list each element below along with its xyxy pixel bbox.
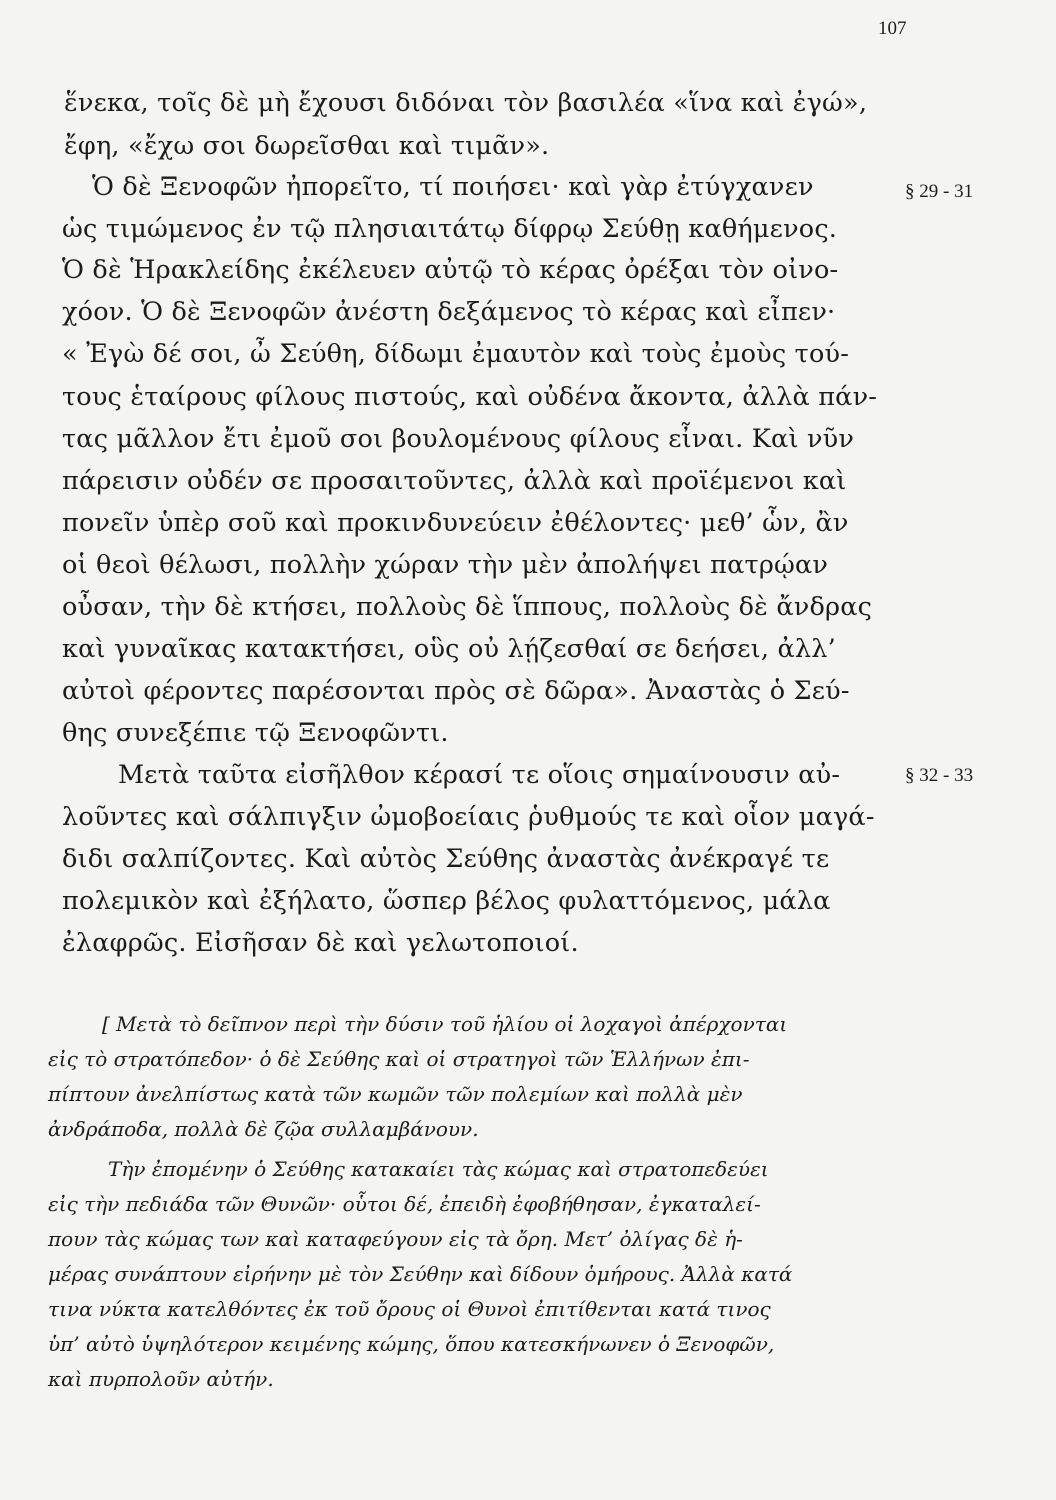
text-line: αὐτοὶ φέροντες παρέσονται πρὸς σὲ δῶρα». Ἀναστὰς ὁ Σεύ-	[62, 676, 850, 706]
text-line: ἐλαφρῶς. Εἰσῆσαν δὲ καὶ γελωτοποιοί.	[62, 928, 579, 958]
note-line: μέρας συνάπτουν εἰρήνην μὲ τὸν Σεύθην καὶ δίδουν ὁμήρους. Ἀλλὰ κατά	[48, 1262, 793, 1286]
text-line: ἔφη, «ἔχω σοι δωρεῖσθαι καὶ τιμᾶν».	[64, 131, 550, 161]
note-line: ἀνδράποδα, πολλὰ δὲ ζῷα συλλαμβάνουν.	[48, 1117, 479, 1141]
text-line: τας μᾶλλον ἔτι ἐμοῦ σοι βουλομένους φίλους εἶναι. Καὶ νῦν	[62, 424, 855, 454]
text-line: « Ἐγὼ δέ σοι, ὦ Σεύθη, δίδωμι ἐμαυτὸν καὶ τοὺς ἐμοὺς τού-	[62, 339, 850, 369]
text-line: χόον. Ὁ δὲ Ξενοφῶν ἀνέστη δεξάμενος τὸ κέρας καὶ εἶπεν·	[62, 297, 836, 327]
section-reference: § 29 - 31	[905, 181, 974, 202]
note-line: καὶ πυρπολοῦν αὐτήν.	[48, 1367, 274, 1391]
text-line: ὡς τιμώμενος ἐν τῷ πλησιαιτάτῳ δίφρῳ Σεύθῃ καθήμενος.	[62, 214, 838, 244]
note-line: [ Μετὰ τὸ δεῖπνον περὶ τὴν δύσιν τοῦ ἡλίου οἱ λοχαγοὶ ἀπέρχονται	[102, 1012, 788, 1036]
text-line: λοῦντες καὶ σάλπιγξιν ὠμοβοείαις ῥυθμούς τε καὶ οἷον μαγά-	[62, 802, 875, 832]
note-line: εἰς τὸ στρατόπεδον· ὁ δὲ Σεύθης καὶ οἱ στρατηγοὶ τῶν Ἑλλήνων ἐπι-	[48, 1047, 750, 1071]
text-line: Ὁ δὲ Ἡρακλείδης ἐκέλευεν αὐτῷ τὸ κέρας ὀρέξαι τὸν οἰνο-	[62, 255, 839, 285]
section-reference: § 32 - 33	[905, 765, 974, 786]
text-line: πολεμικὸν καὶ ἐξήλατο, ὥσπερ βέλος φυλαττόμενος, μάλα	[62, 886, 831, 916]
text-line: καὶ γυναῖκας κατακτήσει, οὓς οὐ λῄζεσθαί σε δεήσει, ἀλλ’	[62, 634, 836, 664]
text-line: πάρεισιν οὐδέν σε προσαιτοῦντες, ἀλλὰ καὶ προϊέμενοι καὶ	[62, 466, 847, 496]
text-line: θης συνεξέπιε τῷ Ξενοφῶντι.	[62, 718, 449, 748]
text-line: πονεῖν ὑπὲρ σοῦ καὶ προκινδυνεύειν ἐθέλοντες· μεθ’ ὧν, ἂν	[62, 508, 849, 538]
text-line: διδι σαλπίζοντες. Καὶ αὐτὸς Σεύθης ἀναστὰς ἀνέκραγέ τε	[62, 844, 830, 874]
note-line: Τὴν ἐπομένην ὁ Σεύθης κατακαίει τὰς κώμας καὶ στρατοπεδεύει	[108, 1157, 769, 1181]
note-line: εἰς τὴν πεδιάδα τῶν Θυνῶν· οὗτοι δέ, ἐπειδὴ ἐφοβήθησαν, ἐγκαταλεί-	[48, 1192, 761, 1216]
text-line: οἱ θεοὶ θέλωσι, πολλὴν χώραν τὴν μὲν ἀπολήψει πατρῴαν	[62, 550, 829, 580]
note-line: τινα νύκτα κατελθόντες ἐκ τοῦ ὄρους οἱ Θυνοὶ ἐπιτίθενται κατά τινος	[48, 1297, 771, 1321]
note-line: ὑπ’ αὐτὸ ὑψηλότερον κειμένης κώμης, ὅπου κατεσκήνωνεν ὁ Ξενοφῶν,	[48, 1332, 775, 1356]
note-line: πίπτουν ἀνελπίστως κατὰ τῶν κωμῶν τῶν πολεμίων καὶ πολλὰ μὲν	[48, 1082, 743, 1106]
note-line: πουν τὰς κώμας των καὶ καταφεύγουν εἰς τὰ ὄρη. Μετ’ ὀλίγας δὲ ἡ-	[48, 1227, 743, 1251]
text-line: Μετὰ ταῦτα εἰσῆλθον κέρασί τε οἵοις σημαίνουσιν αὐ-	[118, 760, 841, 790]
text-line: οὖσαν, τὴν δὲ κτήσει, πολλοὺς δὲ ἵππους, πολλοὺς δὲ ἄνδρας	[62, 592, 873, 622]
text-line: Ὁ δὲ Ξενοφῶν ἠπορεῖτο, τί ποιήσει· καὶ γὰρ ἐτύγχανεν	[92, 172, 814, 202]
page-number: 107	[878, 18, 907, 39]
text-line: ἕνεκα, τοῖς δὲ μὴ ἔχουσι διδόναι τὸν βασιλέα «ἵνα καὶ ἐγώ»,	[64, 88, 868, 118]
text-line: τους ἑταίρους φίλους πιστούς, καὶ οὐδένα ἄκοντα, ἀλλὰ πάν-	[62, 382, 878, 412]
